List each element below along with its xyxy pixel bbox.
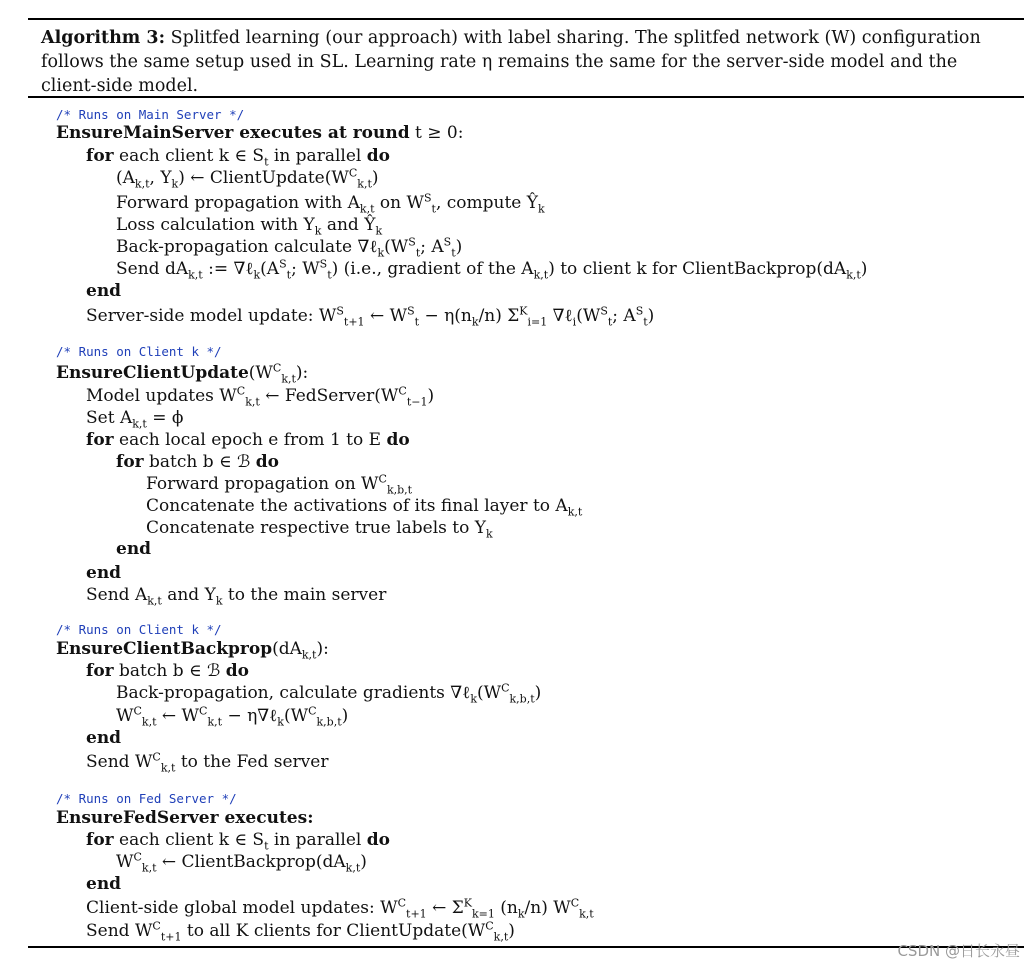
superscript: S (336, 304, 344, 318)
comment-line: /* Runs on Fed Server */ (56, 791, 237, 806)
subscript: t+1 (160, 930, 182, 944)
subscript: k,t (134, 177, 150, 191)
line-text: to the main server (222, 585, 387, 605)
algorithm-line (116, 451, 279, 473)
algorithm-line (86, 751, 328, 773)
line-text: ← ClientBackprop(dA (156, 852, 346, 872)
subscript: k (253, 268, 261, 282)
line-text: ← W (364, 306, 408, 326)
line-text: Forward propagation on W (146, 474, 379, 494)
procedure-name: EnsureMainServer executes at round (56, 123, 410, 143)
keyword: do (386, 430, 410, 450)
subscript: t (607, 315, 613, 329)
superscript: C (133, 850, 142, 864)
algorithm-caption-text: Splitfed learning (our approach) with label sharing. The splitfed network (W) configuration follows the same setup used in SL. Learning rate η remains the same for the server-side model and the client-side model. (41, 28, 981, 96)
subscript: k (375, 224, 383, 238)
line-text: ← FedServer(W (259, 386, 399, 406)
subscript: k (471, 315, 479, 329)
line-text: each client k ∈ S (113, 830, 265, 850)
algorithm-line (86, 584, 386, 606)
subscript: k (314, 224, 322, 238)
line-text: W (116, 706, 134, 726)
superscript: C (485, 919, 494, 933)
keyword: for (86, 830, 114, 850)
algorithm-label: Algorithm 3: (41, 28, 166, 48)
procedure-header (56, 122, 463, 144)
line-text: := ∇ℓ (202, 259, 254, 279)
subscript: k,t (160, 761, 176, 775)
keyword: end (86, 281, 122, 301)
superscript: C (133, 704, 142, 718)
line-text: t ≥ 0: (409, 123, 464, 143)
keyword: for (86, 146, 114, 166)
subscript: k,t (345, 861, 361, 875)
subscript: k (485, 527, 493, 541)
subscript: k,t (359, 202, 375, 216)
line-text: Set A (86, 408, 133, 428)
algorithm-line (86, 385, 434, 407)
subscript: k (470, 692, 477, 706)
keyword: for (116, 452, 144, 472)
algorithm-line (86, 305, 654, 327)
subscript: k,t (188, 268, 203, 282)
line-text: each client k ∈ S (113, 146, 265, 166)
procedure-header (56, 638, 329, 660)
line-text: ) (534, 683, 542, 703)
line-text: ): (295, 363, 309, 383)
line-text: (W (248, 363, 273, 383)
subscript: k,t (357, 177, 372, 191)
superscript: C (397, 896, 407, 910)
algorithm-line (86, 897, 594, 919)
subscript: k,t (132, 417, 147, 431)
line-text: Send W (86, 921, 153, 941)
subscript: k (171, 177, 179, 191)
line-text: /n) W (524, 898, 571, 918)
subscript: k,t (141, 715, 157, 729)
algorithm-line (116, 538, 151, 560)
subscript: k,t (493, 930, 509, 944)
subscript: k,t (846, 268, 861, 282)
subscript: t (264, 155, 269, 169)
superscript: S (279, 257, 287, 271)
line-text: ← W (156, 706, 200, 726)
line-text: , compute Ŷ (435, 193, 538, 213)
subscript: t+1 (406, 907, 427, 921)
line-text: ; A (420, 237, 444, 257)
procedure-header (56, 362, 308, 384)
superscript: C (236, 384, 246, 398)
line-text: Forward propagation with A (116, 193, 360, 213)
line-text: batch b ∈ ℬ (113, 661, 226, 681)
keyword: do (366, 830, 390, 850)
line-text: in parallel (268, 830, 367, 850)
subscript: k (277, 715, 284, 729)
line-text: (dA (272, 639, 302, 659)
algorithm-line (86, 429, 410, 451)
algorithm-line (146, 473, 412, 495)
line-text: ) (i.e., gradient of the A (331, 259, 534, 279)
algorithm-line (146, 495, 582, 517)
line-text: ∇ℓ (547, 306, 573, 326)
superscript: C (501, 681, 510, 695)
algorithm-caption (41, 26, 1001, 98)
line-text: Send W (86, 752, 153, 772)
subscript: k (377, 246, 385, 260)
line-text: Client-side global model updates: W (86, 898, 398, 918)
procedure-name: EnsureClientUpdate (56, 363, 249, 383)
subscript: k,b,t (316, 715, 342, 729)
line-text: W (116, 852, 134, 872)
subscript: t (451, 246, 456, 260)
superscript: C (152, 919, 161, 933)
subscript: k=1 (471, 907, 495, 921)
procedure-name: EnsureFedServer executes: (56, 808, 314, 828)
line-text: − η(n (419, 306, 472, 326)
subscript: k,t (147, 594, 162, 608)
algorithm-line (86, 920, 515, 942)
line-text: ) (455, 237, 463, 257)
superscript: C (199, 704, 208, 718)
line-text: ): (316, 639, 329, 659)
line-text: and Ŷ (321, 215, 376, 235)
subscript: t (286, 268, 292, 282)
line-text: ) (360, 852, 367, 872)
subscript: t (264, 839, 269, 853)
line-text: ) (860, 259, 868, 279)
line-text: , Y (149, 168, 172, 188)
subscript: k (538, 202, 545, 216)
subscript: k,t (533, 268, 549, 282)
subscript: k (517, 907, 525, 921)
comment-line: /* Runs on Main Server */ (56, 107, 245, 122)
superscript: K (463, 896, 472, 910)
algorithm-line (116, 236, 462, 258)
line-text: (W (384, 237, 409, 257)
line-text: − η∇ℓ (222, 706, 278, 726)
subscript: t (643, 315, 648, 329)
line-text: ← Σ (426, 898, 464, 918)
line-text: Loss calculation with Y (116, 215, 315, 235)
line-text: to the Fed server (175, 752, 329, 772)
line-text: to all K clients for ClientUpdate(W (181, 921, 486, 941)
line-text: and Y (161, 585, 216, 605)
superscript: K (519, 304, 528, 318)
subscript: k,t (207, 715, 223, 729)
algorithm-line (116, 192, 545, 214)
superscript: C (570, 896, 580, 910)
algorithm-line (86, 660, 249, 682)
line-text: ) (341, 706, 349, 726)
keyword: do (366, 146, 390, 166)
line-text: ) to client k for ClientBackprop(dA (548, 259, 847, 279)
subscript: t (327, 268, 332, 282)
line-text: on W (374, 193, 424, 213)
keyword: end (86, 874, 122, 894)
algorithm-line (116, 258, 867, 280)
line-text: Concatenate the activations of its final layer to A (146, 496, 568, 516)
keyword: end (116, 539, 152, 559)
line-text: in parallel (268, 146, 367, 166)
superscript: S (408, 235, 416, 249)
algorithm-line (116, 705, 348, 727)
subscript: k (215, 594, 223, 608)
algorithm-line (86, 280, 121, 302)
line-text: (W (283, 706, 309, 726)
algorithm-line (86, 562, 121, 584)
algorithm-line (86, 407, 183, 429)
line-text: (W (476, 683, 502, 703)
line-text: ) (647, 306, 655, 326)
line-text: batch b ∈ ℬ (143, 452, 256, 472)
line-text: Server-side model update: W (86, 306, 337, 326)
line-text: (W (576, 306, 601, 326)
subscript: k,b,t (509, 692, 535, 706)
superscript: C (378, 472, 387, 486)
superscript: S (423, 191, 432, 205)
line-text: (n (494, 898, 518, 918)
subscript: t (415, 246, 421, 260)
algorithm-line (86, 829, 390, 851)
line-text: ) (427, 386, 435, 406)
procedure-header (56, 807, 313, 829)
subscript: t (414, 315, 420, 329)
top-rule (28, 18, 1024, 20)
subscript: k,t (245, 395, 260, 409)
superscript: S (635, 304, 644, 318)
line-text: ; A (612, 306, 636, 326)
algorithm-line (86, 145, 390, 167)
keyword: for (86, 661, 114, 681)
superscript: C (348, 166, 358, 180)
subscript: t+1 (343, 315, 365, 329)
subscript: t−1 (406, 395, 428, 409)
line-text: Model updates W (86, 386, 237, 406)
caption-rule (28, 96, 1024, 98)
bottom-rule (28, 946, 1024, 948)
algorithm-line (116, 167, 379, 189)
subscript: i=1 (527, 315, 548, 329)
superscript: S (407, 304, 415, 318)
line-text: Send A (86, 585, 148, 605)
superscript: S (319, 257, 328, 271)
procedure-name: EnsureClientBackprop (56, 639, 273, 659)
algorithm-line (86, 873, 121, 895)
line-text: each local epoch e from 1 to E (113, 430, 387, 450)
keyword: end (86, 728, 122, 748)
superscript: C (398, 384, 407, 398)
superscript: C (152, 750, 161, 764)
line-text: = ϕ (146, 408, 184, 428)
subscript: k,t (579, 907, 594, 921)
subscript: k,t (567, 505, 583, 519)
algorithm-line (146, 517, 493, 539)
comment-line: /* Runs on Client k */ (56, 622, 222, 637)
line-text: (A (116, 168, 135, 188)
subscript: k,t (301, 648, 317, 662)
algorithm-line (116, 214, 382, 236)
algorithm-line (86, 727, 121, 749)
superscript: S (600, 304, 608, 318)
superscript: C (272, 361, 282, 375)
line-text: ) (371, 168, 379, 188)
keyword: do (225, 661, 250, 681)
subscript: i (572, 315, 577, 329)
line-text: Concatenate respective true labels to Y (146, 518, 486, 538)
superscript: C (308, 704, 317, 718)
algorithm-line (116, 682, 541, 704)
algorithm-line (116, 851, 367, 873)
keyword: end (86, 563, 122, 583)
line-text: (A (260, 259, 280, 279)
subscript: t (431, 202, 436, 216)
line-text: Send dA (116, 259, 189, 279)
superscript: S (443, 235, 452, 249)
line-text: /n) Σ (478, 306, 520, 326)
subscript: k,t (141, 861, 157, 875)
watermark: CSDN @日长永昼 (897, 942, 1020, 960)
line-text: Back-propagation, calculate gradients ∇ℓ (116, 683, 471, 703)
subscript: k,t (281, 372, 296, 386)
comment-line: /* Runs on Client k */ (56, 344, 222, 359)
line-text: ) (508, 921, 515, 941)
line-text: ; W (291, 259, 320, 279)
keyword: for (86, 430, 114, 450)
line-text: ) ← ClientUpdate(W (178, 168, 349, 188)
keyword: do (255, 452, 280, 472)
subscript: k,b,t (386, 483, 413, 497)
line-text: Back-propagation calculate ∇ℓ (116, 237, 378, 257)
